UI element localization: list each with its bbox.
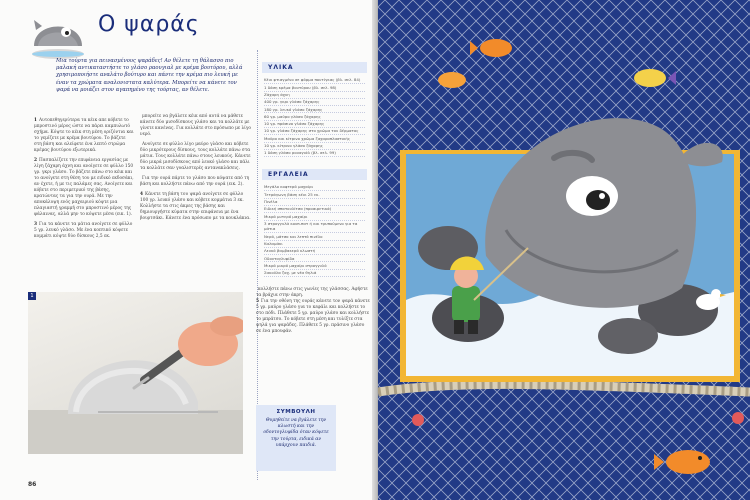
- materials-item: 10 γρ. γλάσο ζάχαρης στο χρώμα του δέρματος: [264, 128, 365, 135]
- intro-paragraph: Μια τούρτα για πεινασμένους ψαράδες! Αν θέλετε τη θάλασσο πιο μαλακή αντικαταστήστε το γλάσο ραουγιαλ με κρέμα βουτύρου, αλλά χρησιμοποιήστε αναλάτο βούτυρο και πάντε την κρέμα πιο λευκή με έναν τα χρώματα αναλονιστατα καλύτερα. Μπορείτε να κάνετε τον ψαρά να μοιάζει στον αγαπημένο της τούρτας, αν θέλετε.: [56, 58, 243, 93]
- whale-thumbnail-icon: [28, 6, 86, 60]
- step-text: Για την οθόνη της ουράς κάνετε τον ψαρά κάνετε 5 γρ. μαύρο γλάσο για το κεφάλι και κολλήστε το στο πόδι. Πλάθετε 5 γρ. μαύρο γλάσο και κολλήστε το μπράτσο. Το κόβετε στη μέση και τυλίξτε στα ψηλά για ψαράδες. Πλάθετε 5 γρ. πράσινο γλάσο σε ένα μπουφάν.: [256, 299, 370, 334]
- tools-item: 3 στρογγυλά κουπ-πατ ή και τρυπούμενο για τα μάτια: [264, 221, 365, 234]
- materials-list: [258, 77, 371, 157]
- materials-item: 1 δόση γλάσο ρουαγιάλ (βλ. σελ. 99): [264, 150, 365, 157]
- tools-item: Οδοντογλυφίδα: [264, 255, 365, 262]
- dome-cake-illustration: [28, 292, 243, 454]
- tools-item: Ειδική σπατουλίτσα (προαιρετικά): [264, 206, 365, 213]
- step-paragraph: [34, 118, 134, 154]
- tip-heading: ΣΥΜΒΟΥΛΗ: [276, 409, 316, 415]
- tip-box: [256, 405, 336, 471]
- step-number: 4: [140, 192, 143, 197]
- step-text: Ανοίγετε σε φύλλο λίγο μαύρο γλάσο και κόβετε δύο μικρότερους δίσκους, τους κολλάτε πάνω στα μάτια. Τους κολλάτε πάνω στους λευκούς. Κάνετε δύο μικρά μισοδίσκους από λευκό γλάσο και πάλι τα κολλάτε σαν γυαλιστερές αντανακλάσεις.: [140, 142, 251, 171]
- step-number: 3: [34, 222, 37, 227]
- materials-item: Κέικ φτιαγμένο σε φόρμα πουτίγκας (βλ. σελ. 84): [264, 77, 365, 84]
- step-text: κολλήστε πάνω στις γωνίες της γλάσσας. Αφήστε τα βράχια στην άκρη.: [256, 287, 368, 298]
- instructions-column-b: [140, 114, 252, 226]
- instructions-column-c: [256, 287, 370, 335]
- page-title: Ο ψαράς: [98, 12, 200, 37]
- step-number: 2: [34, 158, 37, 163]
- step-number: 5: [256, 299, 259, 304]
- instructions-column-a: [34, 118, 134, 244]
- step-paragraph: [256, 299, 370, 335]
- page-number: 86: [28, 481, 37, 488]
- step-paragraph: [140, 176, 252, 188]
- step-paragraph: [140, 192, 252, 222]
- photo-step-label: 1: [28, 292, 36, 300]
- step-text: Για την ουρά πάρτε το γλάσο που κόψατε από τη βάση και κολλήστε πάνω από την ουρά (εικ. 2).: [140, 176, 250, 187]
- step-text: Πασπαλίζετε την επιφάνεια εργασίας με λίγη ζάχαρη άχνη και ανοίγετε σε φύλλο 150 γρ. γκρι γλάσο. Το βάζετε πάνω στο κέικ και το ανοίγετε στη θέση του με ειδικό εκδοσάκι, αν έχετε, ή με τις παλάμες σας. Ανοίγετε και κόβετε στο περιμετρικό της βάσης, κρατώντας τα για την ουρά. Με την αποκάλυψη ενός μαχαιριού κόψτε μια πλαγιαστή γραμμή στο μπροστινό μέρος της φάλαινας, αλλά μην το κόψετε μέσα (εικ. 1).: [34, 158, 134, 217]
- tools-item: Καλαμάκι: [264, 241, 365, 248]
- materials-item: 10 γρ. κίτρινο γλάσο ζάχαρης: [264, 143, 365, 150]
- materials-item: 10 γρ. πράσινο γλάσο ζάχαρης: [264, 121, 365, 128]
- tools-item: Νερό, μάτσο και λεπτό πινέλο: [264, 233, 365, 240]
- step-paragraph: [256, 287, 370, 299]
- tools-item: Μεγάλο κοφτερό μαχαίρι: [264, 184, 365, 191]
- step-paragraph: [140, 142, 252, 172]
- materials-item: 180 γρ. λευκό γλάσο ζάχαρης: [264, 106, 365, 113]
- tools-list: [258, 184, 371, 277]
- step-photo: [28, 292, 243, 454]
- step-text: Κάνετε τη βάση του ψαρά ανοίγετε σε φύλλο 100 γρ. λευκό γλάσο και κόβετε κομμάτια 3 εκ. Κολλήστε τα στις άκρες της βάσης και δημιουργήστε κύματα στην επιφάνεια με ένα βουρτσάκι. Κάνετε ένα πρόσωπο με τα κουκλάκια.: [140, 192, 251, 221]
- tip-body: Θυμηθείτε να βγάλετε την κλωστή και την οδοντογλυφίδα όταν κόψετε την τούρτα, ειδικά αν υπάρχουν παιδιά.: [263, 418, 329, 448]
- tools-item: Μικρό μικρό μαχαίρι στρογγυλό: [264, 262, 365, 269]
- tools-heading: ΕΡΓΑΛΕΙΑ: [262, 169, 367, 180]
- materials-item: Μαύρο και κίτρινο χρώμα ζαχαροπλαστικής: [264, 135, 365, 142]
- materials-item: 60 γρ. μαύρο γλάσο ζάχαρης: [264, 113, 365, 120]
- materials-item: Ζάχαρη άχνη: [264, 92, 365, 99]
- tools-item: Λευκό βαμβακερό κλωστή: [264, 248, 365, 255]
- step-text: μπορείτε να βγάλετε κέικ από αυτά να μάθετε κάνετε δύο μισοδίσκους γλάσο και τα κολλάτε με γίνετε κανένας. Για κολλάτε στο πρόσωπο με λίγο νερό.: [140, 114, 252, 137]
- fisherman-whale-cake-icon: [378, 0, 750, 500]
- materials-item: 1 δόση κρέμα βουτύρου (βλ. σελ. 98): [264, 84, 365, 91]
- tools-item: Τετράγωνη βάση κέικ 25 εκ.: [264, 191, 365, 198]
- step-paragraph: [34, 222, 134, 240]
- step-text: Για τα κάνετε τα μάτια ανοίγετε σε φύλλο 5 γρ. λευκό γλάσο. Με ένα κοπτικό κόψετε κομμάτι κόψτε δύο δίσκους 2,5 εκ.: [34, 222, 133, 239]
- step-paragraph: [140, 114, 252, 138]
- step-text: Αυτοπεθηγερύτερα τα κέικ απε κόβετε το μπροστινό μέρος ώστε να πάρει καμπυλωτό σχήμα. Κόψτε το κέικ στη μέση οριζόντια και το γεμίζετε με κρέμα βουτύρου. Το βάζετε στη βάση και αλείφετε ένα λεπτό στρώμα κρέμας βουτύρου εξωτερικά.: [34, 118, 134, 153]
- cake-photo: [378, 0, 750, 500]
- materials-item: 400 γρ. γκρι γλάσο ζάχαρης: [264, 99, 365, 106]
- tools-item: Σακούλα ζαχ. με νέα θηλιά: [264, 270, 365, 277]
- step-number: 1: [34, 118, 37, 123]
- tools-item: Μικρό μυτερό μαχαίρι: [264, 213, 365, 220]
- tools-item: Πινέλα: [264, 199, 365, 206]
- materials-heading: ΥΛΙΚΑ: [262, 62, 367, 73]
- step-paragraph: [34, 158, 134, 218]
